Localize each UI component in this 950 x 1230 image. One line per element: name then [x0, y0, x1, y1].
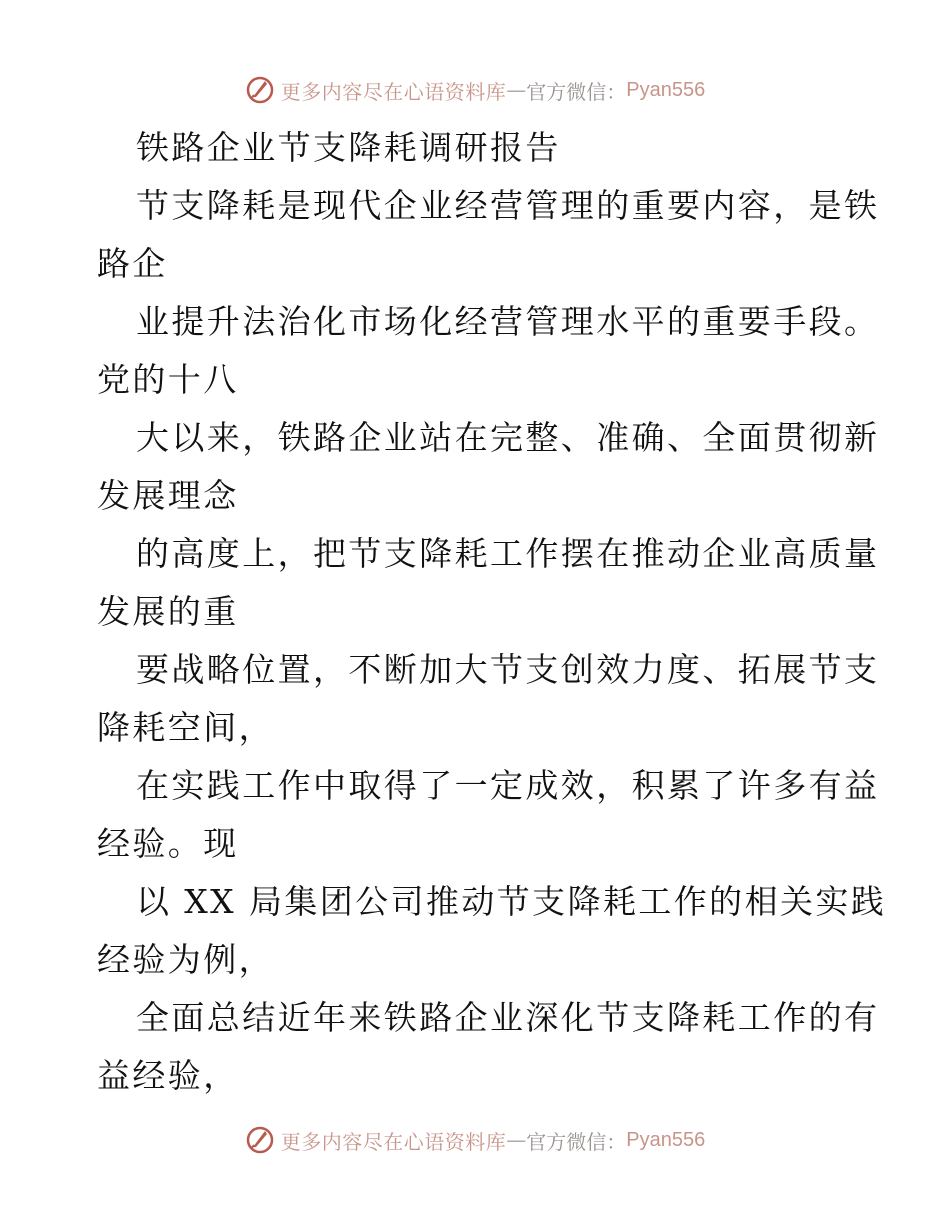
- banner-wechat-label: 官方微信：: [526, 79, 627, 104]
- paragraph-line: 大以来，铁路企业站在完整、准确、全面贯彻新: [136, 418, 880, 457]
- paragraph-line: 发展理念: [97, 476, 239, 515]
- feather-pen-logo-icon: [245, 1125, 275, 1155]
- paragraph-line: 全面总结近年来铁路企业深化节支降耗工作的有: [136, 998, 880, 1037]
- banner-wechat-id: Pyan556: [626, 1128, 706, 1151]
- paragraph-line: 业提升法治化市场化经营管理水平的重要手段。: [136, 302, 880, 341]
- banner-wechat-id: Pyan556: [626, 78, 706, 101]
- paragraph-line: 在实践工作中取得了一定成效，积累了许多有益: [136, 766, 880, 805]
- paragraph-line: 要战略位置，不断加大节支创效力度、拓展节支: [136, 650, 880, 689]
- paragraph-line: 经验。现: [97, 824, 239, 863]
- banner-separator: —: [506, 78, 527, 102]
- banner-promo-text: 更多内容尽在心语资料库: [280, 1129, 507, 1154]
- paragraph-line: 益经验，: [97, 1056, 239, 1095]
- banner-promo-text: 更多内容尽在心语资料库: [280, 79, 507, 104]
- paragraph-line: 降耗空间，: [97, 708, 274, 747]
- feather-pen-logo-icon: [245, 75, 275, 105]
- paragraph-line: 节支降耗是现代企业经营管理的重要内容，是铁: [136, 186, 880, 225]
- footer-banner: [0, 1120, 950, 1160]
- paragraph-line: 经验为例，: [97, 940, 274, 979]
- paragraph-line: 路企: [97, 244, 168, 283]
- paragraph-line: 的高度上，把节支降耗工作摆在推动企业高质量: [136, 534, 880, 573]
- paragraph-line: 党的十八: [97, 360, 239, 399]
- document-title: 铁路企业节支降耗调研报告: [136, 128, 561, 167]
- banner-separator: —: [506, 1128, 527, 1152]
- banner-wechat-label: 官方微信：: [526, 1129, 627, 1154]
- paragraph-line: 以 XX 局集团公司推动节支降耗工作的相关实践: [136, 882, 887, 921]
- header-banner: [0, 70, 950, 110]
- paragraph-line: 发展的重: [97, 592, 239, 631]
